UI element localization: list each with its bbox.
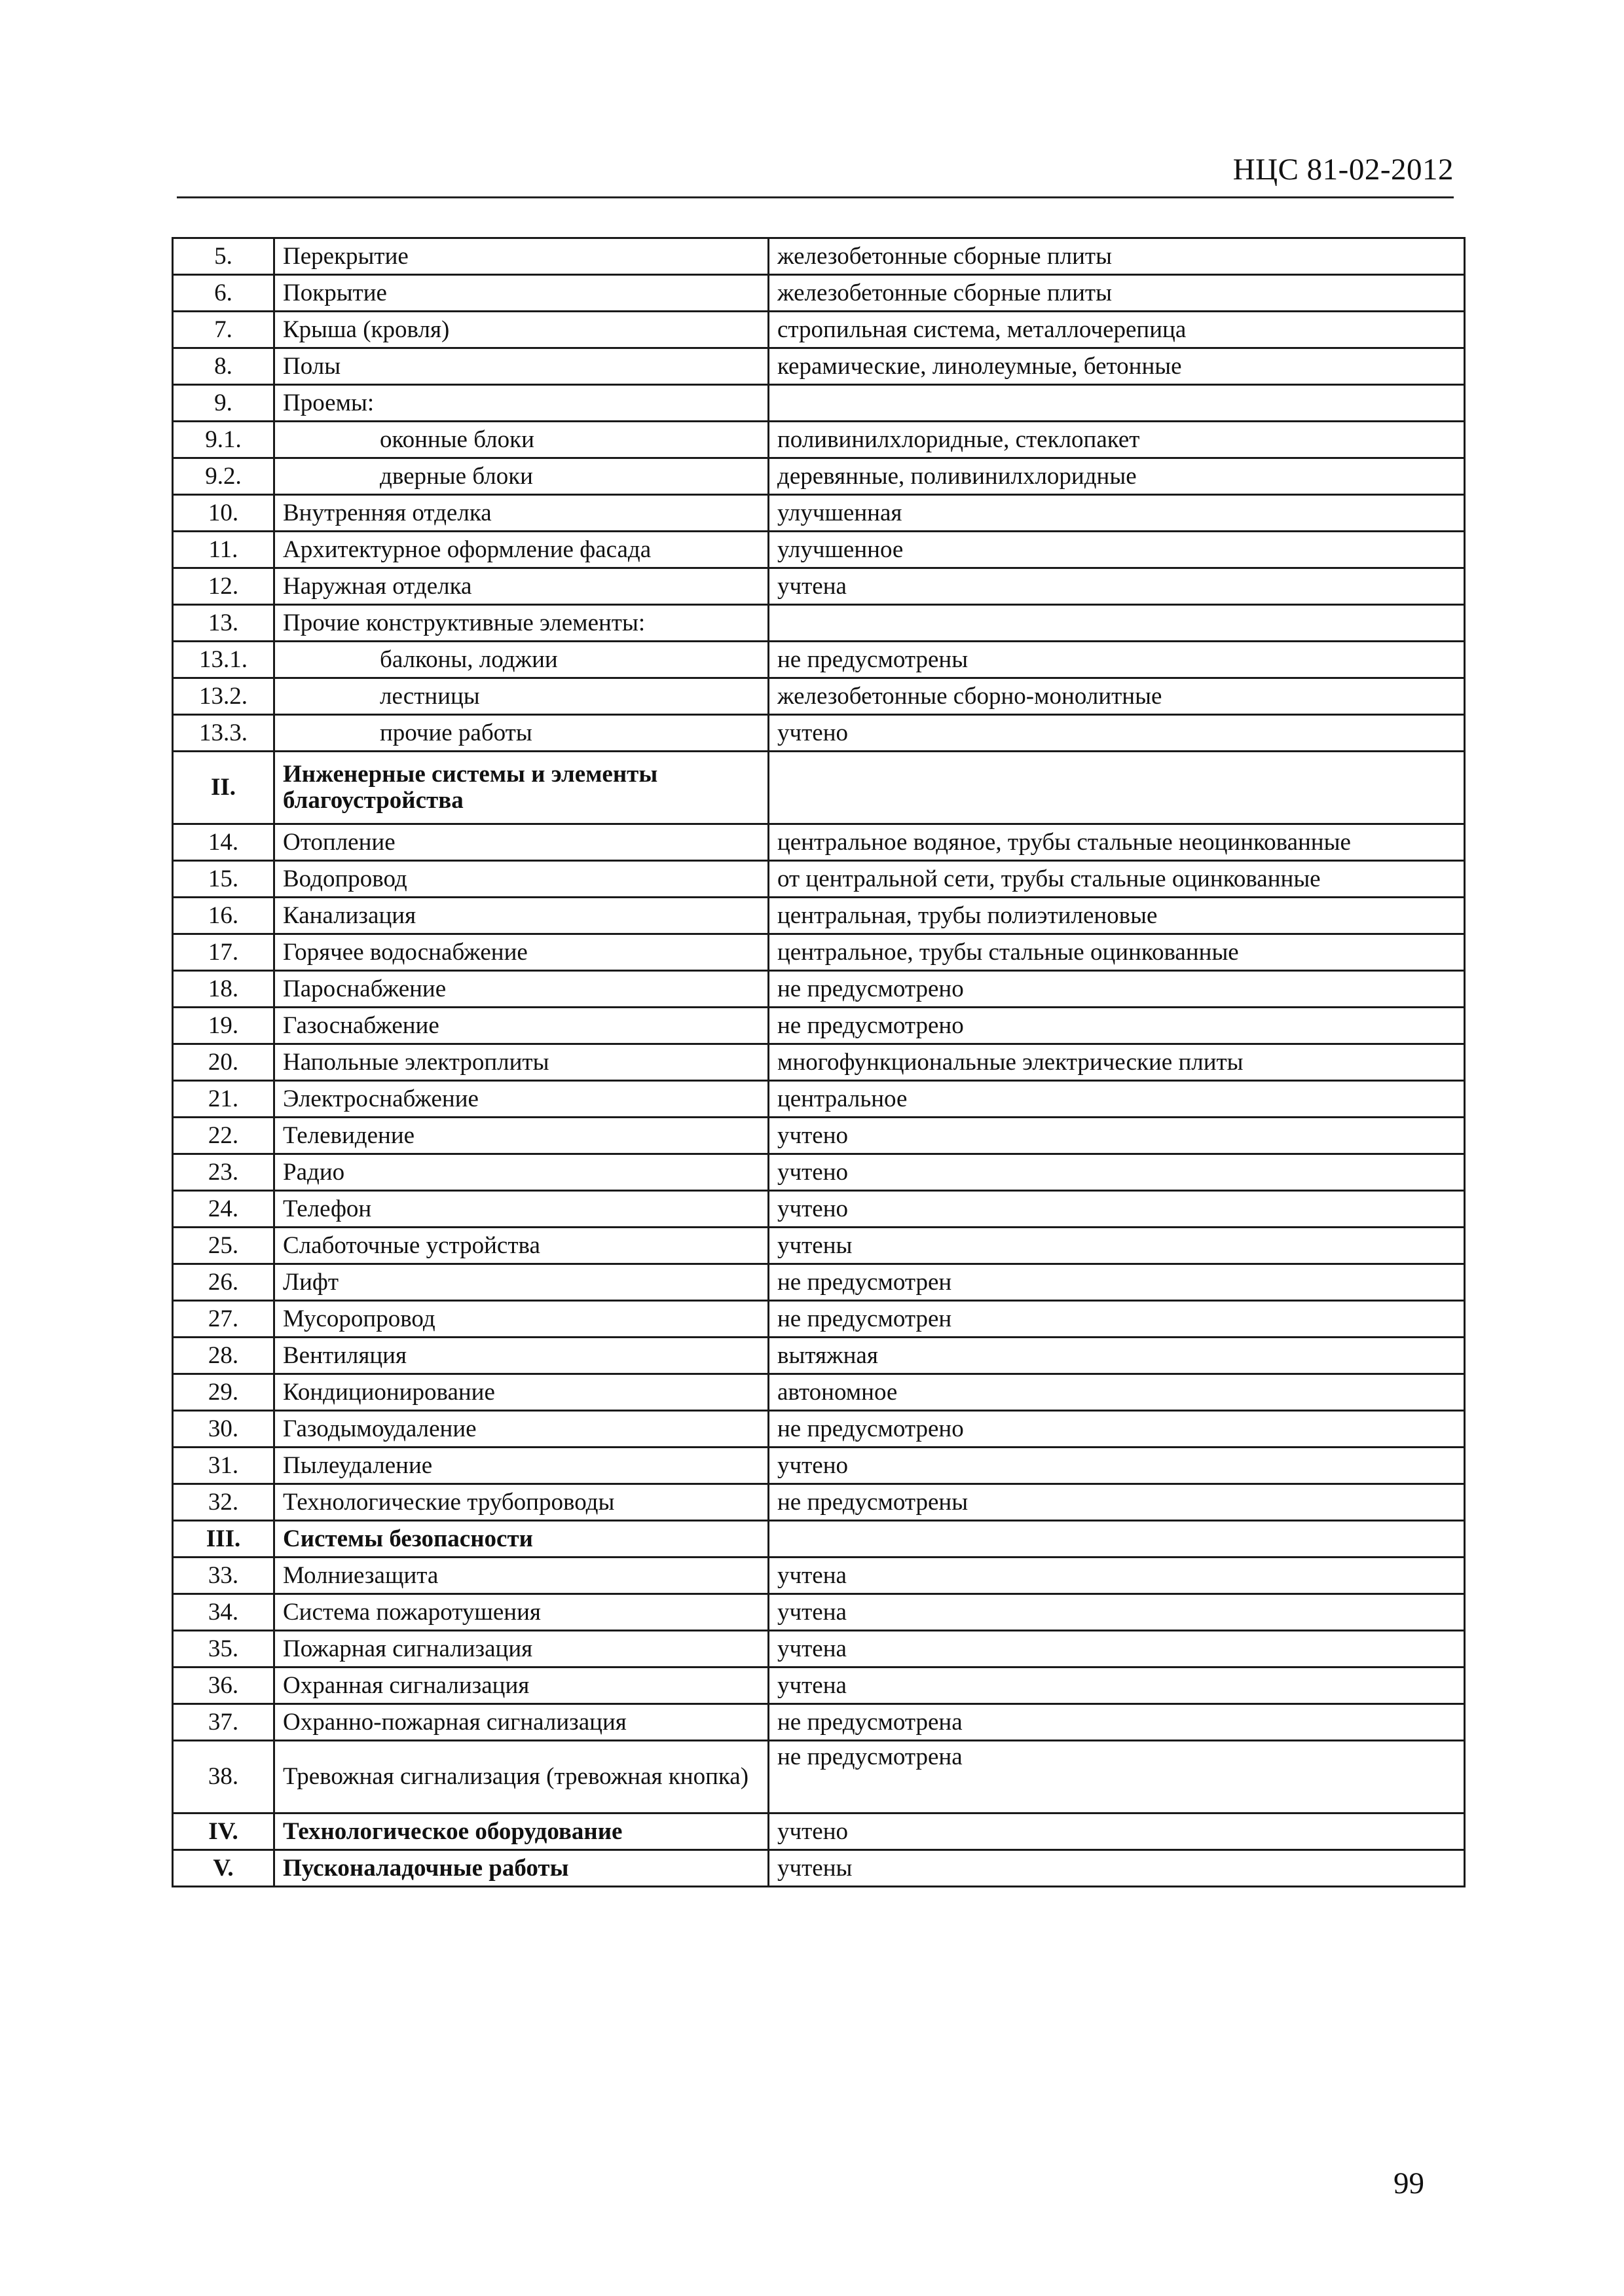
row-number: 8. [173, 348, 274, 385]
row-number: 32. [173, 1484, 274, 1521]
row-name: Пылеудаление [274, 1448, 769, 1484]
row-number: 19. [173, 1008, 274, 1044]
row-name: Лифт [274, 1264, 769, 1301]
table-row [173, 1704, 1465, 1741]
table-row [173, 238, 1465, 275]
row-name: Горячее водоснабжение [274, 934, 769, 971]
row-value: учтена [769, 1631, 1465, 1667]
table-row [173, 1154, 1465, 1191]
row-number: 9.2. [173, 458, 274, 495]
row-number: 7. [173, 312, 274, 348]
table-row [173, 1411, 1465, 1448]
table-row [173, 1850, 1465, 1887]
table-row [173, 1081, 1465, 1118]
row-name: балконы, лоджии [274, 642, 769, 678]
row-number: 13. [173, 605, 274, 642]
row-number: 23. [173, 1154, 274, 1191]
row-name: Покрытие [274, 275, 769, 312]
table-row [173, 1667, 1465, 1704]
row-name: Напольные электроплиты [274, 1044, 769, 1081]
row-value: стропильная система, металлочерепица [769, 312, 1465, 348]
table-row [173, 568, 1465, 605]
row-value: улучшенное [769, 532, 1465, 568]
row-value: центральное, трубы стальные оцинкованные [769, 934, 1465, 971]
row-value: учтено [769, 715, 1465, 752]
row-number: 33. [173, 1558, 274, 1594]
row-number: 35. [173, 1631, 274, 1667]
document-code: НЦС 81-02-2012 [1232, 153, 1454, 187]
table-row [173, 1484, 1465, 1521]
row-number: V. [173, 1850, 274, 1887]
table-row [173, 1191, 1465, 1228]
row-name: Газоснабжение [274, 1008, 769, 1044]
row-name: Пожарная сигнализация [274, 1631, 769, 1667]
row-value: не предусмотрена [769, 1704, 1465, 1741]
row-value: автономное [769, 1374, 1465, 1411]
row-name: Охранно-пожарная сигнализация [274, 1704, 769, 1741]
row-number: 36. [173, 1667, 274, 1704]
table-row [173, 752, 1465, 824]
row-number: 11. [173, 532, 274, 568]
table-row [173, 422, 1465, 458]
row-value: не предусмотрено [769, 971, 1465, 1008]
row-name: Телевидение [274, 1118, 769, 1154]
row-number: 31. [173, 1448, 274, 1484]
row-value: улучшенная [769, 495, 1465, 532]
row-value: учтено [769, 1154, 1465, 1191]
row-number: 17. [173, 934, 274, 971]
row-value: вытяжная [769, 1338, 1465, 1374]
row-name: Система пожаротушения [274, 1594, 769, 1631]
row-name: Прочие конструктивные элементы: [274, 605, 769, 642]
row-name: Архитектурное оформление фасада [274, 532, 769, 568]
header-rule [177, 196, 1454, 198]
table-row [173, 275, 1465, 312]
row-name: Перекрытие [274, 238, 769, 275]
row-value: железобетонные сборные плиты [769, 238, 1465, 275]
row-name: прочие работы [274, 715, 769, 752]
row-number: 6. [173, 275, 274, 312]
row-number: II. [173, 752, 274, 824]
row-value: учтена [769, 1667, 1465, 1704]
row-number: 9. [173, 385, 274, 422]
row-value: учтено [769, 1813, 1465, 1850]
row-name: Крыша (кровля) [274, 312, 769, 348]
row-value: не предусмотрены [769, 642, 1465, 678]
row-value: учтено [769, 1448, 1465, 1484]
row-name: Газодымоудаление [274, 1411, 769, 1448]
row-number: IV. [173, 1813, 274, 1850]
row-name: Отопление [274, 824, 769, 861]
row-number: 15. [173, 861, 274, 898]
row-value: не предусмотрены [769, 1484, 1465, 1521]
row-number: 27. [173, 1301, 274, 1338]
row-name: Внутренняя отделка [274, 495, 769, 532]
row-value: учтена [769, 568, 1465, 605]
row-number: 16. [173, 898, 274, 934]
row-number: 22. [173, 1118, 274, 1154]
row-name: Телефон [274, 1191, 769, 1228]
row-name: Пусконаладочные работы [274, 1850, 769, 1887]
row-name: Инженерные системы и элементы благоустройства [274, 752, 769, 824]
row-number: 21. [173, 1081, 274, 1118]
table-row [173, 1228, 1465, 1264]
table-row [173, 312, 1465, 348]
table-row [173, 458, 1465, 495]
row-value: центральная, трубы полиэтиленовые [769, 898, 1465, 934]
page-number: 99 [1393, 2166, 1424, 2200]
row-value: учтено [769, 1191, 1465, 1228]
row-name: Наружная отделка [274, 568, 769, 605]
row-number: 14. [173, 824, 274, 861]
table-row [173, 715, 1465, 752]
row-value: учтено [769, 1118, 1465, 1154]
row-number: 30. [173, 1411, 274, 1448]
row-name: Радио [274, 1154, 769, 1191]
row-name: Проемы: [274, 385, 769, 422]
row-value: не предусмотрена [769, 1741, 1465, 1813]
table-row [173, 1558, 1465, 1594]
row-number: 37. [173, 1704, 274, 1741]
row-value: железобетонные сборно-монолитные [769, 678, 1465, 715]
table-row [173, 1008, 1465, 1044]
table-row [173, 348, 1465, 385]
row-number: 28. [173, 1338, 274, 1374]
row-number: 9.1. [173, 422, 274, 458]
row-name: Охранная сигнализация [274, 1667, 769, 1704]
row-value [769, 752, 1465, 824]
row-value [769, 605, 1465, 642]
table-row [173, 898, 1465, 934]
row-number: 24. [173, 1191, 274, 1228]
row-value: деревянные, поливинилхлоридные [769, 458, 1465, 495]
row-value: от центральной сети, трубы стальные оцинкованные [769, 861, 1465, 898]
row-value: учтены [769, 1228, 1465, 1264]
table-row [173, 1741, 1465, 1813]
row-name: Электроснабжение [274, 1081, 769, 1118]
table-row [173, 1264, 1465, 1301]
row-value [769, 385, 1465, 422]
row-value: не предусмотрено [769, 1008, 1465, 1044]
row-number: 13.2. [173, 678, 274, 715]
row-name: оконные блоки [274, 422, 769, 458]
row-name: Кондиционирование [274, 1374, 769, 1411]
row-value: учтена [769, 1594, 1465, 1631]
table-row [173, 1521, 1465, 1558]
row-name: дверные блоки [274, 458, 769, 495]
row-number: 18. [173, 971, 274, 1008]
row-number: 10. [173, 495, 274, 532]
table-row [173, 1594, 1465, 1631]
table-row [173, 1044, 1465, 1081]
specification-table-body [173, 238, 1465, 1887]
row-value: учтены [769, 1850, 1465, 1887]
row-value: многофункциональные электрические плиты [769, 1044, 1465, 1081]
row-value: учтена [769, 1558, 1465, 1594]
row-name: лестницы [274, 678, 769, 715]
table-row [173, 642, 1465, 678]
table-row [173, 824, 1465, 861]
row-value: железобетонные сборные плиты [769, 275, 1465, 312]
row-value: не предусмотрено [769, 1411, 1465, 1448]
row-name: Технологические трубопроводы [274, 1484, 769, 1521]
row-number: 29. [173, 1374, 274, 1411]
row-number: 26. [173, 1264, 274, 1301]
table-row [173, 934, 1465, 971]
table-row [173, 1118, 1465, 1154]
table-row [173, 1338, 1465, 1374]
row-name: Технологическое оборудование [274, 1813, 769, 1850]
row-name: Канализация [274, 898, 769, 934]
row-name: Системы безопасности [274, 1521, 769, 1558]
table-row [173, 605, 1465, 642]
row-number: 12. [173, 568, 274, 605]
row-number: 20. [173, 1044, 274, 1081]
row-name: Молниезащита [274, 1558, 769, 1594]
row-name: Слаботочные устройства [274, 1228, 769, 1264]
row-number: 34. [173, 1594, 274, 1631]
row-value: центральное [769, 1081, 1465, 1118]
row-value: не предусмотрен [769, 1301, 1465, 1338]
row-number: 13.1. [173, 642, 274, 678]
row-name: Тревожная сигнализация (тревожная кнопка) [274, 1741, 769, 1813]
table-row [173, 1448, 1465, 1484]
table-row [173, 678, 1465, 715]
row-number: 13.3. [173, 715, 274, 752]
row-name: Мусоропровод [274, 1301, 769, 1338]
row-number: 5. [173, 238, 274, 275]
table-row [173, 1374, 1465, 1411]
row-name: Пароснабжение [274, 971, 769, 1008]
row-value: керамические, линолеумные, бетонные [769, 348, 1465, 385]
table-row [173, 1813, 1465, 1850]
table-row [173, 861, 1465, 898]
row-value: центральное водяное, трубы стальные неоцинкованные [769, 824, 1465, 861]
row-number: 25. [173, 1228, 274, 1264]
row-value: не предусмотрен [769, 1264, 1465, 1301]
row-name: Полы [274, 348, 769, 385]
row-number: III. [173, 1521, 274, 1558]
table-row [173, 1631, 1465, 1667]
row-name: Водопровод [274, 861, 769, 898]
table-row [173, 495, 1465, 532]
row-value: поливинилхлоридные, стеклопакет [769, 422, 1465, 458]
table-row [173, 1301, 1465, 1338]
specification-table [172, 237, 1466, 1887]
row-value [769, 1521, 1465, 1558]
row-name: Вентиляция [274, 1338, 769, 1374]
row-number: 38. [173, 1741, 274, 1813]
table-row [173, 532, 1465, 568]
table-row [173, 385, 1465, 422]
table-row [173, 971, 1465, 1008]
